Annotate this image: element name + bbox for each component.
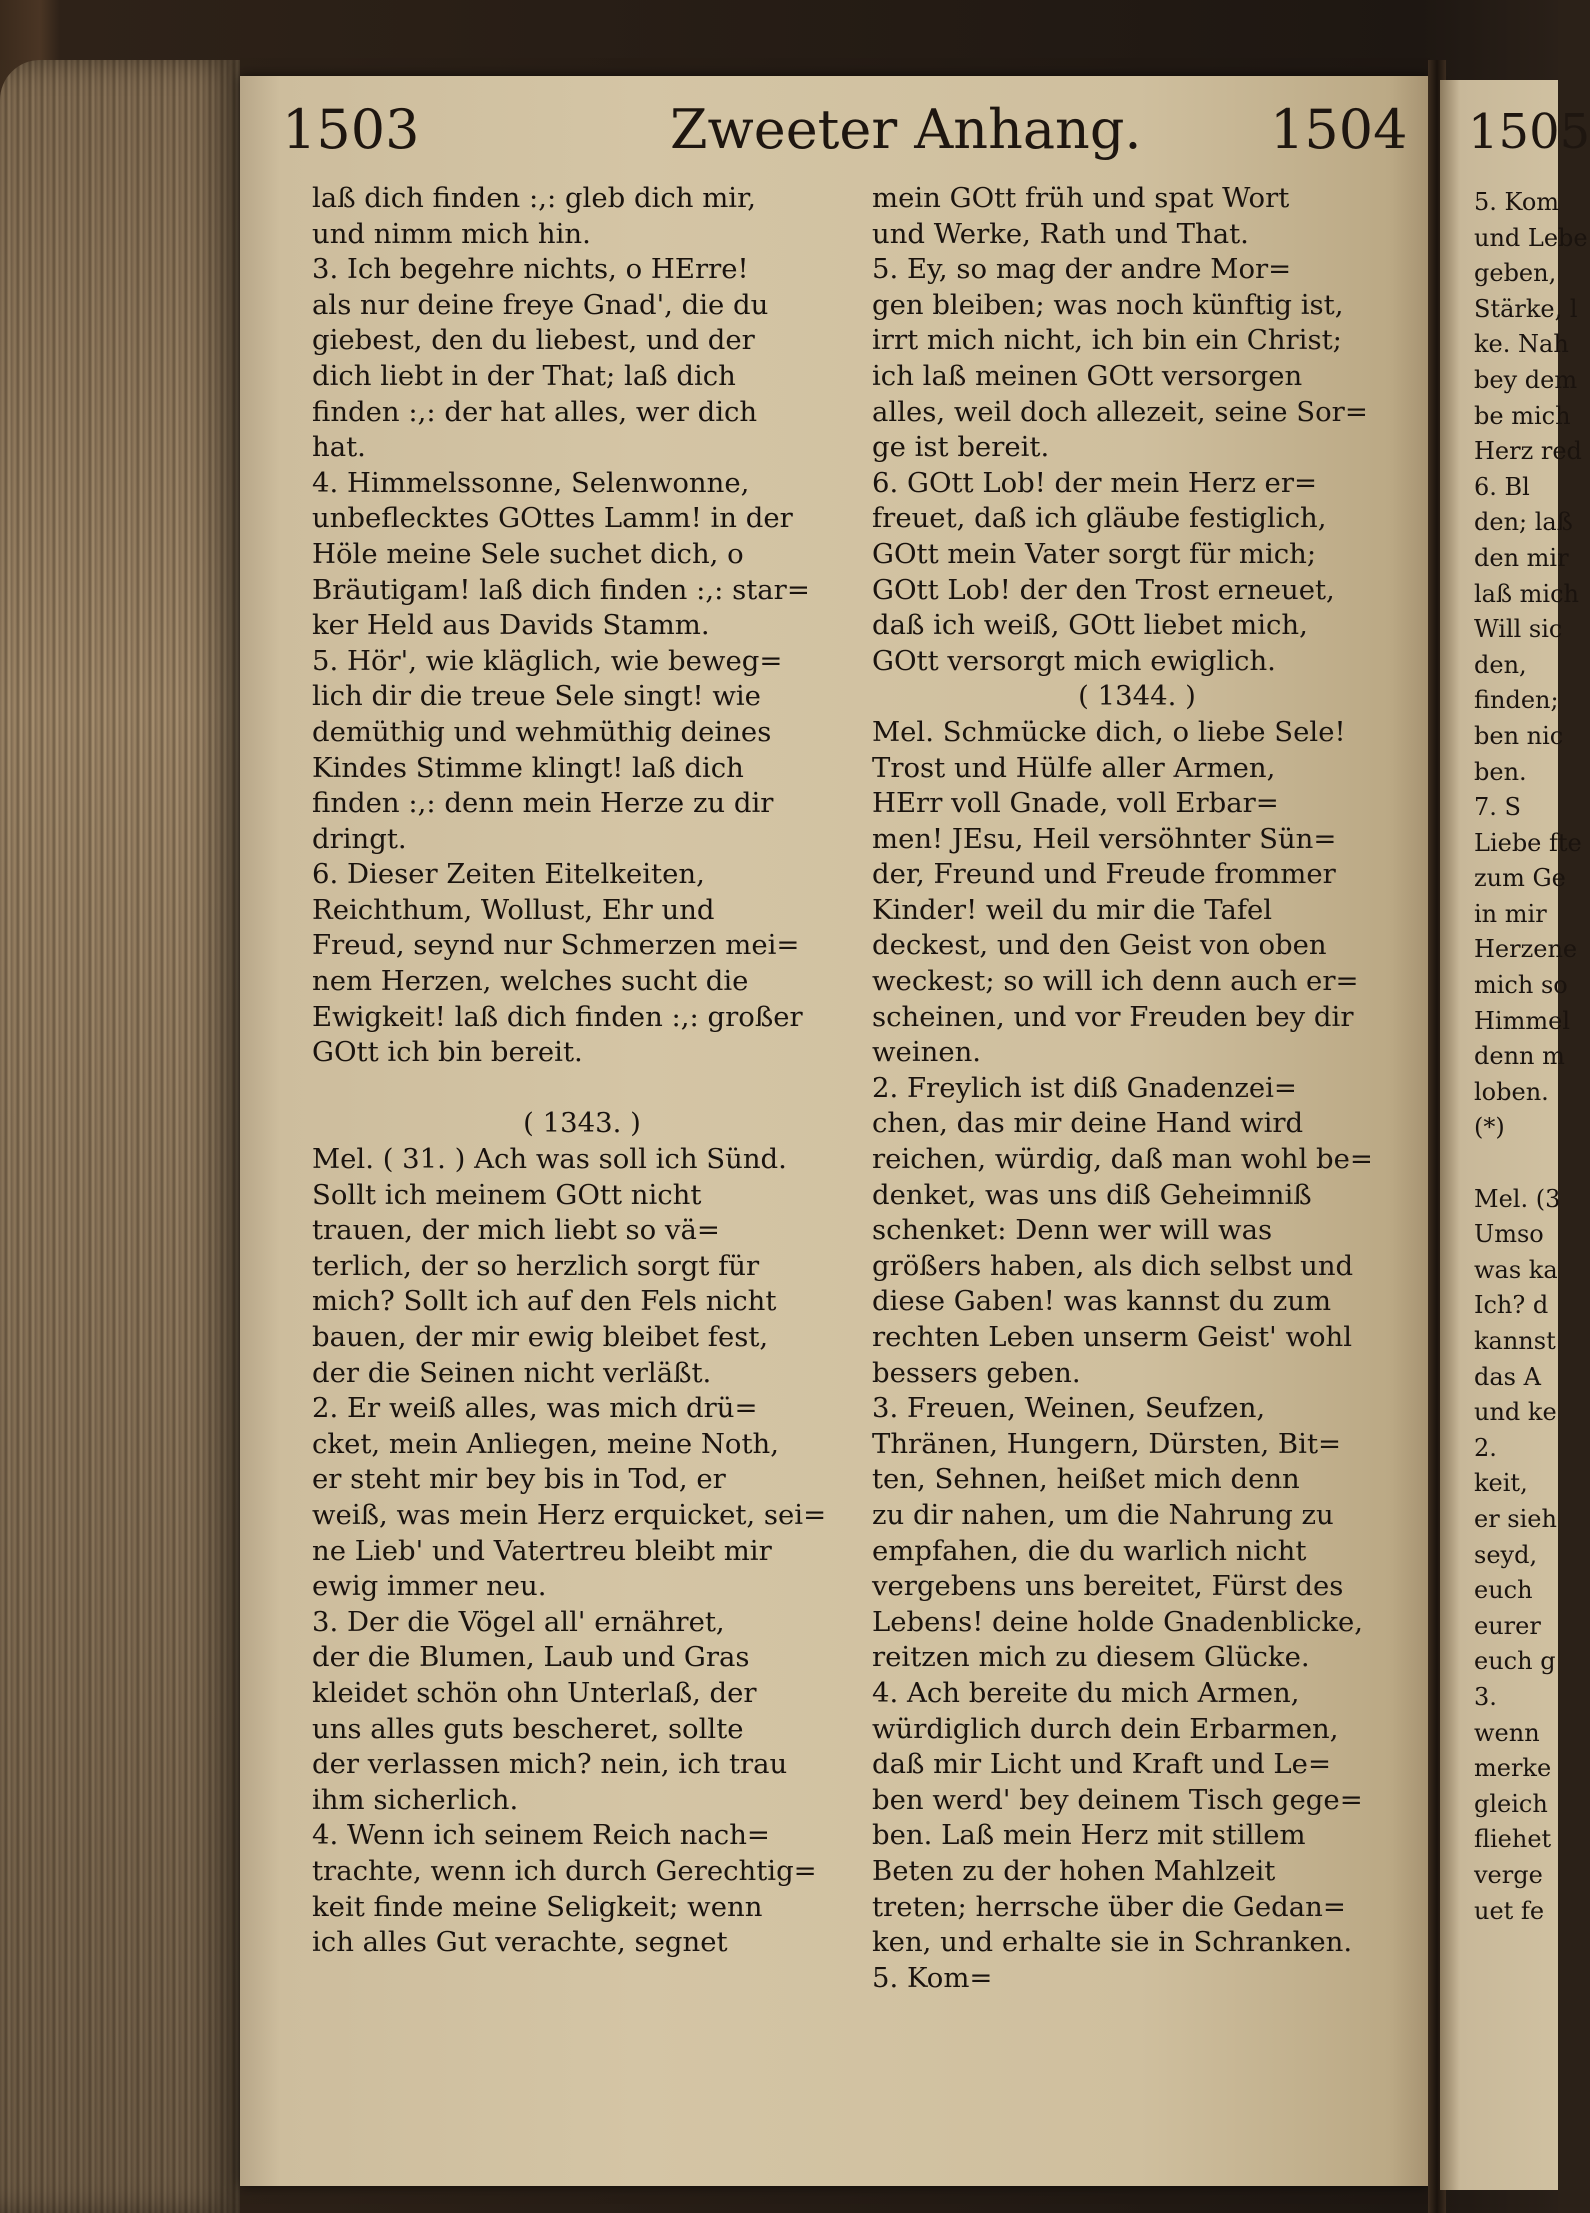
text-line: 4. Himmelssonne, Selenwonne, [312,466,750,499]
text-line: gen bleiben; was noch künftig ist, [872,288,1344,321]
text-line: Stärke, l [1474,294,1578,323]
hymn-number: ( 1343. ) [523,1107,641,1140]
text-line: reichen, würdig, daß man wohl be= [872,1143,1373,1176]
text-line: finden :,: der hat alles, wer dich [312,395,758,428]
hymn-number: ( 1344. ) [1078,680,1196,713]
text-line: und ke [1474,1398,1557,1427]
text-line: der die Seinen nicht verläßt. [312,1356,712,1389]
text-line: Trost und Hülfe aller Armen, [872,751,1276,784]
text-line: und Werke, Rath und That. [872,217,1249,250]
text-line: denn m [1474,1042,1565,1071]
text-line: zu dir nahen, um die Nahrung zu [872,1498,1334,1531]
text-line: den; laß [1474,508,1573,537]
text-line: 5. Kom= [872,1961,993,1994]
text-line: Beten zu der hohen Mahlzeit [872,1854,1276,1887]
text-line: fliehet [1474,1825,1552,1854]
text-line: denket, was uns diß Geheimniß [872,1178,1312,1211]
page-number-right: 1504 [1270,98,1408,161]
text-line: 7. S [1474,793,1521,822]
text-line: trachte, wenn ich durch Gerechtig= [312,1854,817,1887]
text-line: terlich, der so herzlich sorgt für [312,1249,760,1282]
text-line: Will sic [1474,615,1563,644]
text-line: Himmel [1474,1006,1570,1035]
text-line: ewig immer neu. [312,1570,547,1603]
text-line: größers haben, als dich selbst und [872,1249,1354,1282]
text-line: wenn [1474,1718,1540,1747]
text-line: alles, weil doch allezeit, seine Sor= [872,395,1368,428]
next-page-number: 1505 [1468,104,1590,160]
text-line: Höle meine Sele suchet dich, o [312,537,744,570]
text-line: keit, [1474,1469,1528,1498]
text-line: treten; herrsche über die Gedan= [872,1890,1346,1923]
text-line: lich dir die treue Sele singt! wie [312,680,761,713]
text-line: 3. [1474,1682,1497,1711]
page-number-left: 1503 [282,98,420,161]
text-line: euch [1474,1576,1533,1605]
text-line: rechten Leben unserm Geist' wohl [872,1321,1353,1353]
text-line: der die Blumen, Laub und Gras [312,1641,750,1674]
text-line: be mich [1474,401,1571,430]
text-line: kannst [1474,1327,1556,1355]
text-line: Reichthum, Wollust, Ehr und [312,893,715,926]
text-line: reitzen mich zu diesem Glücke. [872,1641,1310,1674]
text-line: weinen. [872,1036,982,1069]
text-line: 2. Er weiß alles, was mich drü= [312,1392,758,1425]
text-line: 5. Kom [1474,188,1560,216]
text-line: weckest; so will ich denn auch er= [872,965,1359,998]
text-column-right [872,181,1402,1996]
text-line: schenket: Denn wer will was [872,1214,1273,1247]
text-line: und nimm mich hin. [312,217,591,250]
next-page-edge [1440,80,1590,2190]
text-line: merke [1474,1754,1552,1783]
text-line: GOtt versorgt mich ewiglich. [872,644,1276,677]
text-line: empfahen, die du warlich nicht [872,1534,1307,1567]
text-line: ich laß meinen GOtt versorgen [872,359,1303,392]
text-line: GOtt ich bin bereit. [312,1036,583,1069]
text-line: bey dem [1474,365,1578,394]
text-line: ben werd' bey deinem Tisch gege= [872,1783,1363,1816]
text-line: mein GOtt früh und spat Wort [872,182,1290,214]
text-line: uns alles guts bescheret, sollte [312,1712,744,1745]
text-line: Thränen, Hungern, Dürsten, Bit= [872,1427,1342,1460]
text-line: er steht mir bey bis in Tod, er [312,1463,726,1496]
text-line: irrt mich nicht, ich bin ein Christ; [872,324,1342,357]
text-line: 5. Hör', wie kläglich, wie beweg= [312,644,783,677]
text-line: kleidet schön ohn Unterlaß, der [312,1676,757,1709]
text-line: 6. GOtt Lob! der mein Herz er= [872,466,1318,499]
text-line: Bräutigam! laß dich finden :,: star= [312,573,810,606]
text-line: (*) [1474,1113,1505,1142]
book-fore-edge [0,60,240,2213]
text-line: dringt. [312,822,407,855]
text-line: ne Lieb' und Vatertreu bleibt mir [312,1534,772,1567]
text-line: 4. Ach bereite du mich Armen, [872,1676,1300,1709]
text-line: ke. Nah [1474,330,1569,359]
text-line: verge [1474,1860,1543,1889]
text-line: nem Herzen, welches sucht die [312,965,749,998]
text-line: ben. Laß mein Herz mit stillem [872,1819,1306,1852]
text-line: das A [1474,1362,1541,1391]
text-line: daß mir Licht und Kraft und Le= [872,1748,1332,1781]
text-line: Mel. Schmücke dich, o liebe Sele! [872,715,1346,748]
text-line: Lebens! deine holde Gnadenblicke, [872,1605,1364,1638]
text-line: gleich [1474,1789,1548,1818]
text-line: dich liebt in der That; laß dich [312,359,736,392]
text-line: ihm sicherlich. [312,1783,519,1816]
text-line: geben, [1474,259,1557,288]
text-line: ten, Sehnen, heißet mich denn [872,1463,1300,1496]
text-line: und Lebe [1474,223,1588,252]
text-line: Sollt ich meinem GOtt nicht [312,1178,702,1211]
text-line: laß mich [1474,579,1579,608]
text-line: mich so [1474,971,1568,1000]
text-line: Liebe fte [1474,828,1582,857]
text-line: laß dich finden :,: gleb dich mir, [312,182,756,214]
text-line: Ich? d [1474,1291,1549,1320]
text-line: 2. Freylich ist diß Gnadenzei= [872,1071,1297,1104]
text-line: men! JEsu, Heil versöhnter Sün= [872,822,1337,855]
text-line: keit finde meine Seligkeit; wenn [312,1890,763,1923]
text-line: ken, und erhalte sie in Schranken. [872,1926,1353,1959]
text-line: Herzene [1474,935,1578,964]
text-line: 4. Wenn ich seinem Reich nach= [312,1819,770,1852]
text-line: scheinen, und vor Freuden bey dir [872,1000,1354,1033]
text-line: daß ich weiß, GOtt liebet mich, [872,609,1308,642]
next-page-text [1474,185,1588,1929]
text-line: diese Gaben! was kannst du zum [872,1285,1332,1318]
text-line: freuet, daß ich gläube festiglich, [872,502,1327,535]
text-line: Umso [1474,1220,1544,1249]
text-line: er sieh [1474,1504,1557,1533]
running-title: Zweeter Anhang. [670,98,1142,161]
text-line: chen, das mir deine Hand wird [872,1107,1304,1140]
text-line: 3. Freuen, Weinen, Seufzen, [872,1392,1266,1425]
text-line: den, [1474,650,1527,679]
text-line: mich? Sollt ich auf den Fels nicht [312,1285,777,1318]
text-line: der, Freund und Freude frommer [872,858,1336,891]
text-line: Kindes Stimme klingt! laß dich [312,751,744,784]
text-line: eurer [1474,1611,1541,1640]
blank-line [312,1071,852,1107]
text-line: zum Ge [1474,864,1566,893]
text-line: Mel. (3 [1474,1184,1561,1213]
text-line: 6. Bl [1474,472,1530,501]
text-line: 6. Dieser Zeiten Eitelkeiten, [312,858,705,891]
text-line: Freud, seynd nur Schmerzen mei= [312,929,800,962]
text-line: ben. [1474,757,1527,786]
text-line: ben nic [1474,721,1564,750]
text-line: 2. [1474,1433,1497,1462]
text-line: in mir [1474,899,1547,928]
text-line: hat. [312,431,366,464]
text-line: GOtt Lob! der den Trost erneuet, [872,573,1335,606]
text-line: als nur deine freye Gnad', die du [312,288,769,321]
text-line: HErr voll Gnade, voll Erbar= [872,787,1279,820]
text-line: giebest, den du liebest, und der [312,324,755,357]
text-line: cket, mein Anliegen, meine Noth, [312,1427,779,1460]
text-line: demüthig und wehmüthig deines [312,715,772,748]
text-line: der verlassen mich? nein, ich trau [312,1748,788,1781]
blank-line [1474,1146,1564,1182]
text-line: vergebens uns bereitet, Fürst des [872,1570,1344,1603]
text-line: bauen, der mir ewig bleibet fest, [312,1321,769,1353]
text-line: uet fe [1474,1896,1545,1925]
text-line: deckest, und den Geist von oben [872,929,1327,962]
text-line: finden; [1474,686,1559,715]
text-line: 3. Der die Vögel all' ernähret, [312,1605,725,1638]
text-line: Herz red [1474,437,1582,466]
text-line: finden :,: denn mein Herze zu dir [312,787,774,820]
text-line: ge ist bereit. [872,431,1050,464]
text-line: Kinder! weil du mir die Tafel [872,893,1273,926]
text-line: weiß, was mein Herz erquicket, sei= [312,1498,827,1531]
text-line: trauen, der mich liebt so vä= [312,1214,720,1247]
text-line: euch g [1474,1647,1556,1676]
left-page [240,76,1430,2186]
text-line: ich alles Gut verachte, segnet [312,1926,728,1959]
text-line: 5. Ey, so mag der andre Mor= [872,253,1292,286]
text-line: seyd, [1474,1540,1538,1569]
text-line: GOtt mein Vater sorgt für mich; [872,537,1317,570]
text-line: unbeflecktes GOttes Lamm! in der [312,502,793,535]
text-line: 3. Ich begehre nichts, o HErre! [312,253,749,286]
text-line: den mir [1474,543,1569,572]
text-line: Mel. ( 31. ) Ach was soll ich Sünd. [312,1143,787,1176]
text-line: was ka [1474,1255,1558,1284]
text-line: würdiglich durch dein Erbarmen, [872,1712,1339,1745]
text-line: ker Held aus Davids Stamm. [312,609,710,642]
text-column-left [312,181,852,1961]
text-line: Ewigkeit! laß dich finden :,: großer [312,1000,803,1033]
text-line: loben. [1474,1077,1549,1106]
text-line: bessers geben. [872,1356,1081,1389]
